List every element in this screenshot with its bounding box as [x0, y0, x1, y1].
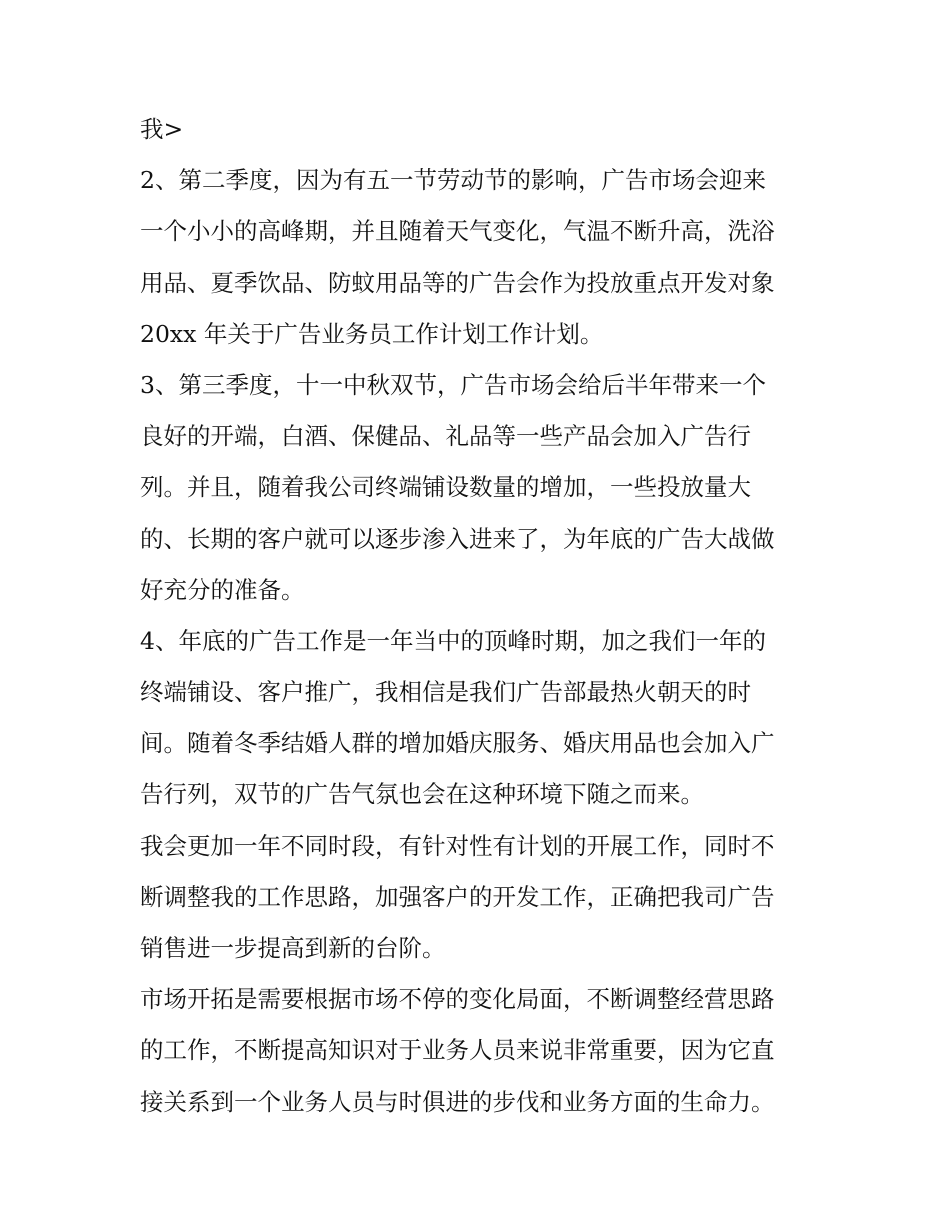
text-line: 的、长期的客户就可以逐步渗入进来了，为年底的广告大战做 — [140, 524, 775, 553]
text-line: 2、第二季度，因为有五一节劳动节的影响，广告市场会迎来 — [140, 166, 766, 195]
text-line: 良好的开端，白酒、保健品、礼品等一些产品会加入广告行 — [140, 422, 751, 451]
text-line: 接关系到一个业务人员与时俱进的步伐和业务方面的生命力。 — [140, 1087, 775, 1116]
text-line: 好充分的准备。 — [140, 575, 305, 604]
text-line: 我会更加一年不同时段，有针对性有计划的开展工作，同时不 — [140, 831, 775, 860]
text-line: 销售进一步提高到新的台阶。 — [140, 934, 446, 962]
text-line: 4、年底的广告工作是一年当中的顶峰时期，加之我们一年的 — [140, 626, 766, 655]
text-line: 20xx 年关于广告业务员工作计划工作计划。 — [140, 319, 604, 348]
text-line: 列。并且，随着我公司终端铺设数量的增加，一些投放量大 — [140, 473, 751, 502]
text-line: 3、第三季度，十一中秋双节，广告市场会给后半年带来一个 — [140, 370, 766, 399]
text-line: 市场开拓是需要根据市场不停的变化局面，不断调整经营思路 — [140, 985, 775, 1014]
text-line: 终端铺设、客户推广，我相信是我们广告部最热火朝天的时 — [140, 678, 751, 707]
document-body — [140, 104, 820, 1128]
text-line: 我> — [140, 115, 184, 143]
text-line: 断调整我的工作思路，加强客户的开发工作，正确把我司广告 — [140, 882, 775, 911]
text-line: 告行列，双节的广告气氛也会在这种环境下随之而来。 — [140, 780, 704, 809]
text-line: 的工作，不断提高知识对于业务人员来说非常重要，因为它直 — [140, 1036, 775, 1065]
text-line: 用品、夏季饮品、防蚊用品等的广告会作为投放重点开发对象 — [140, 268, 775, 297]
text-line: 一个小小的高峰期，并且随着天气变化，气温不断升高，洗浴 — [140, 217, 775, 246]
text-line: 间。随着冬季结婚人群的增加婚庆服务、婚庆用品也会加入广 — [140, 729, 775, 758]
